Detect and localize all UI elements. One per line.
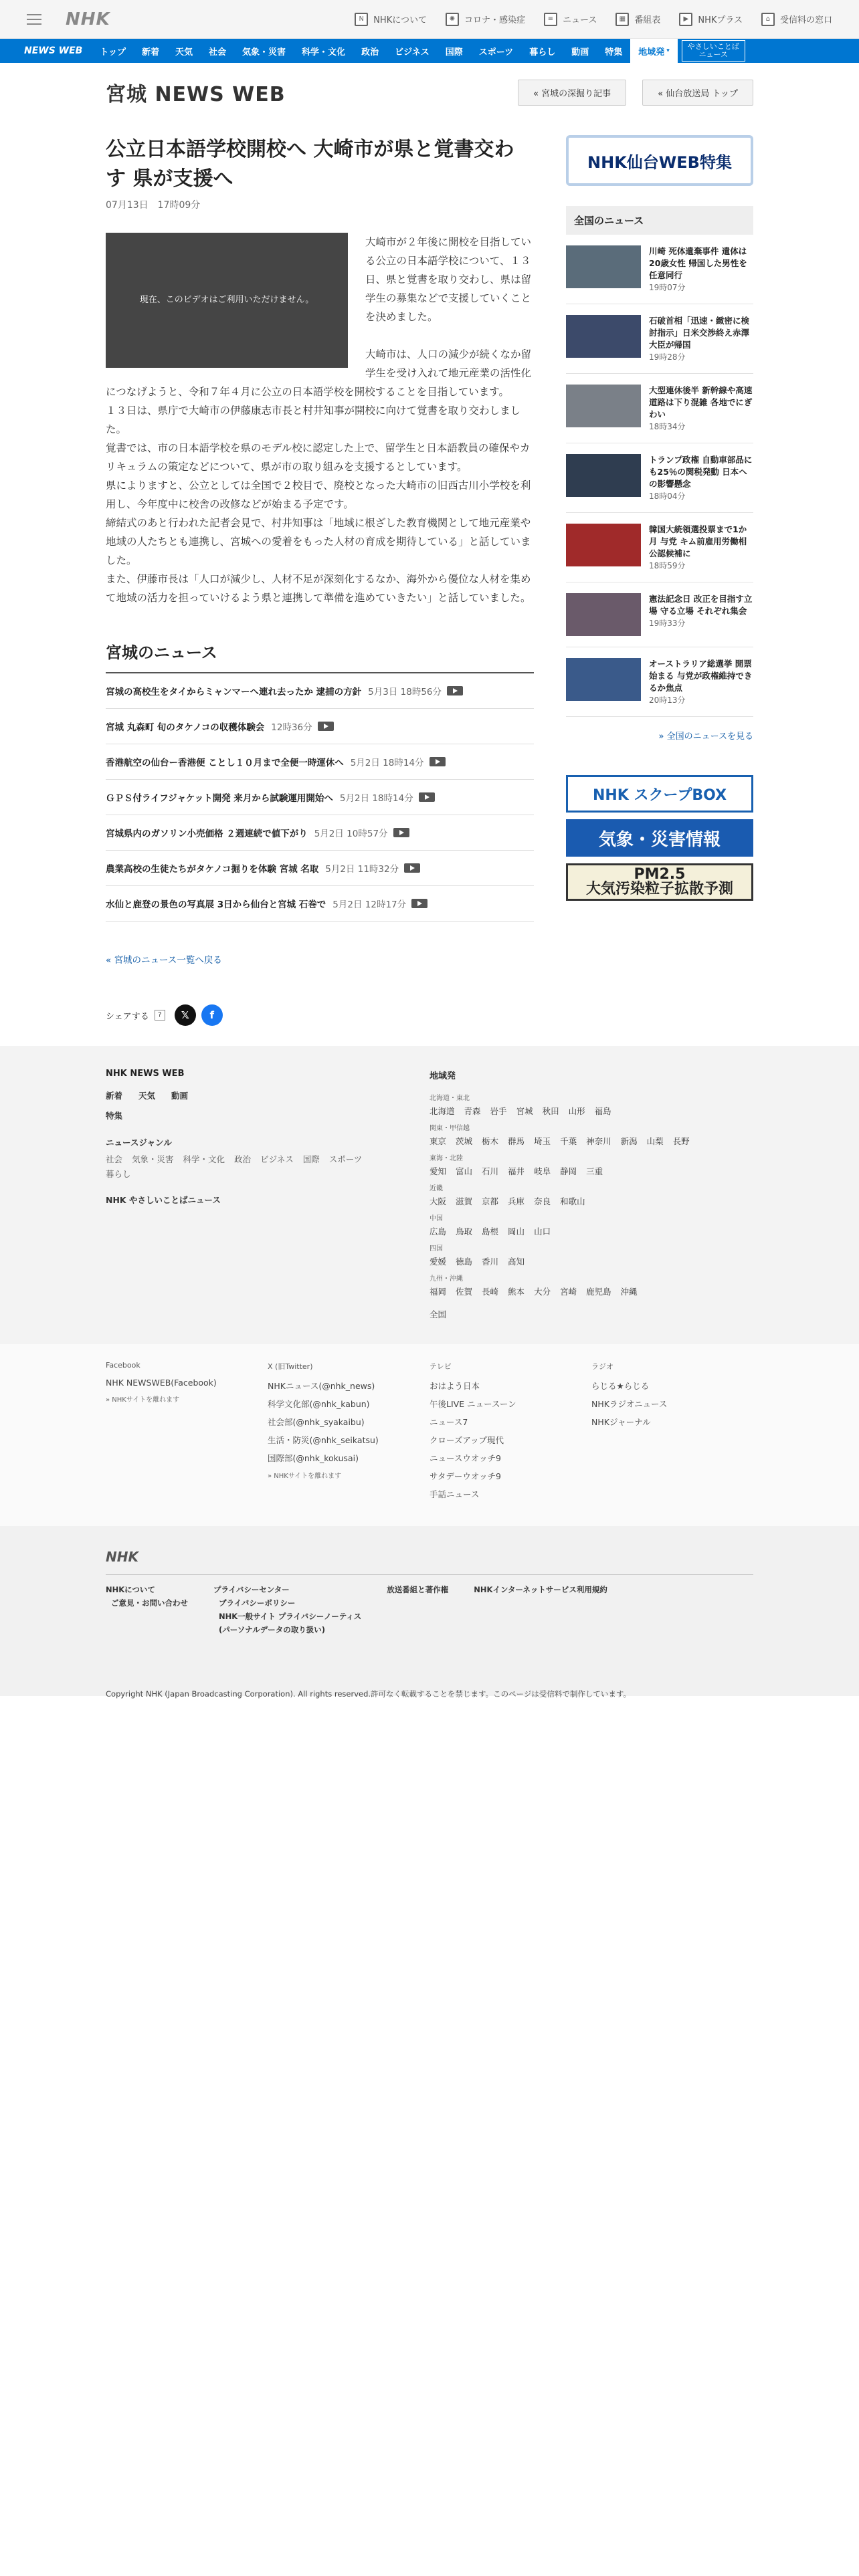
news-thumbnail xyxy=(566,385,641,427)
weather-disaster-banner[interactable]: 気象・災害情報 xyxy=(566,819,753,857)
article-paragraph: 締結式のあと行われた記者会見で、村井知事は「地域に根ざした教育機関として地元産業や地域の人たちとも連携し、宮城への愛着をもった人材の育成を期待している」と話していました。 xyxy=(106,517,531,566)
facebook-link[interactable]: NHK NEWSWEB(Facebook) xyxy=(106,1378,217,1388)
facebook-icon[interactable]: f xyxy=(201,1004,223,1026)
local-news-title: 宮城のニュース xyxy=(106,639,534,673)
region-link[interactable]: 滋賀 xyxy=(456,1196,473,1206)
chevron-down-icon: ▾ xyxy=(666,47,670,54)
video-player[interactable]: 現在、このビデオはご利用いただけません。 xyxy=(106,233,348,368)
back-to-local-news-link[interactable]: « 宮城のニュース一覧へ戻る xyxy=(106,955,222,966)
region-link[interactable]: 山口 xyxy=(534,1226,551,1237)
news-thumbnail xyxy=(566,315,641,358)
region-link[interactable]: 静岡 xyxy=(560,1166,577,1176)
nav-easy-news[interactable]: やさしいことば ニュース xyxy=(682,40,745,62)
region-link[interactable]: 佐賀 xyxy=(456,1287,473,1297)
region-link[interactable]: 新潟 xyxy=(620,1136,638,1146)
region-link[interactable]: 京都 xyxy=(482,1196,499,1206)
header-link-about[interactable]: N NHKについて xyxy=(355,13,427,26)
x-link[interactable]: 生活・防災(@nhk_seikatsu) xyxy=(268,1435,379,1445)
region-link[interactable]: 福井 xyxy=(508,1166,525,1176)
region-link[interactable]: 兵庫 xyxy=(508,1196,525,1206)
footer-link[interactable]: 科学・文化 xyxy=(183,1154,225,1164)
header-link-corona[interactable]: ✺ コロナ・感染症 xyxy=(446,13,525,26)
list-item[interactable]: 宮城県内のガソリン小売価格 ２週連続で値下がり 5月2日 10時57分 xyxy=(106,815,534,851)
footer-link[interactable]: 特集 xyxy=(106,1111,123,1121)
x-link[interactable]: 社会部(@nhk_syakaibu) xyxy=(268,1417,365,1427)
region-link[interactable]: 山梨 xyxy=(646,1136,664,1146)
footer-link[interactable]: 動画 xyxy=(171,1091,189,1101)
article-paragraph: １３日は、県庁で大崎市の伊藤康志市長と村井知事が開校に向けて覚書を取り交わしました。 xyxy=(106,405,521,435)
footer-link[interactable]: 暮らし xyxy=(106,1169,131,1179)
region-link[interactable]: 宮崎 xyxy=(560,1287,577,1297)
nav-international[interactable]: 国際 xyxy=(445,47,463,58)
sidebar xyxy=(566,135,753,1026)
nhk-square-icon: N xyxy=(355,13,368,26)
footer-link[interactable]: 新着 xyxy=(106,1091,123,1101)
region-link[interactable]: 埼玉 xyxy=(534,1136,551,1146)
main-nav xyxy=(0,39,859,63)
region-link[interactable]: 千葉 xyxy=(560,1136,577,1146)
nav-society[interactable]: 社会 xyxy=(209,47,227,58)
footer-link-privacy-notice[interactable]: NHK一般サイト プライバシーノーティス xyxy=(219,1612,362,1621)
footer-link-contact[interactable]: ご意見・お問い合わせ xyxy=(111,1598,188,1608)
local-title[interactable]: 宮城 NEWS WEB xyxy=(106,83,286,106)
share-bar: シェアする ? 𝕏 f xyxy=(106,1004,534,1026)
footer-link-privacy-policy[interactable]: プライバシーポリシー xyxy=(219,1598,296,1608)
nav-life[interactable]: 暮らし xyxy=(529,47,556,58)
x-icon[interactable]: 𝕏 xyxy=(175,1004,196,1026)
region-link[interactable]: 富山 xyxy=(456,1166,473,1176)
list-item[interactable]: 香港航空の仙台ー香港便 ことし１０月まで全便一時運休へ 5月2日 18時14分 xyxy=(106,744,534,780)
chevron-right-icon: » xyxy=(106,1396,112,1404)
header-link-plus[interactable]: ▶ NHKプラス xyxy=(679,13,743,26)
region-link[interactable]: 三重 xyxy=(586,1166,603,1176)
house-icon: ⌂ xyxy=(761,13,775,26)
region-link[interactable]: 島根 xyxy=(482,1226,499,1237)
region-link[interactable]: 岐阜 xyxy=(534,1166,551,1176)
footer-nhk-logo[interactable]: NHK xyxy=(106,1549,753,1575)
video-icon xyxy=(318,722,334,731)
article-body xyxy=(106,233,534,607)
news-icon: ≡ xyxy=(544,13,557,26)
video-icon xyxy=(447,686,463,695)
nav-disaster[interactable]: 気象・災害 xyxy=(242,47,286,58)
tv-program-link[interactable]: ニュースウオッチ9 xyxy=(430,1453,501,1463)
region-link[interactable]: 福岡 xyxy=(430,1287,447,1297)
list-item[interactable]: トランプ政権 自動車部品にも25％の関税発動 日本への影響懸念 18時04分 xyxy=(566,443,753,513)
sendai-feature-banner[interactable]: NHK仙台WEB特集 xyxy=(566,135,753,186)
news-thumbnail xyxy=(566,658,641,701)
article-date: 07月13日 17時09分 xyxy=(106,200,201,211)
footer-link[interactable]: 社会 xyxy=(106,1154,123,1164)
footer-easy-news-link[interactable]: NHK やさしいことばニュース xyxy=(106,1195,221,1205)
nav-feature[interactable]: 特集 xyxy=(605,47,623,58)
nav-business[interactable]: ビジネス xyxy=(395,47,430,58)
national-news-more-link[interactable]: » 全国のニュースを見る xyxy=(658,732,753,742)
region-link[interactable]: 秋田 xyxy=(542,1106,559,1116)
footer-link[interactable]: 気象・災害 xyxy=(132,1154,174,1164)
region-link[interactable]: 北海道 xyxy=(430,1106,455,1116)
x-link[interactable]: NHKニュース(@nhk_news) xyxy=(268,1381,375,1391)
scoop-box-banner[interactable]: NHK スクープBOX xyxy=(566,775,753,813)
news-thumbnail xyxy=(566,454,641,497)
article-paragraph: また、伊藤市長は「人口が減少し、人材不足が深刻化するなか、海外から優位な人材を集めて地域の活力を担っていけるよう県と連携して準備を進めていきたい」と話していました。 xyxy=(106,573,531,604)
region-link[interactable]: 熊本 xyxy=(508,1287,525,1297)
footer-link-terms[interactable]: NHKインターネットサービス利用規約 xyxy=(474,1585,607,1594)
radio-link[interactable]: NHKジャーナル xyxy=(591,1417,651,1427)
nhk-logo[interactable]: NHK xyxy=(66,9,110,29)
chevron-left-icon: « xyxy=(658,88,666,99)
article-headline: 公立日本語学校開校へ 大崎市が県と覚書交わす 県が支援へ xyxy=(106,138,514,191)
radio-link[interactable]: NHKラジオニュース xyxy=(591,1399,668,1409)
region-link[interactable]: 奈良 xyxy=(534,1196,551,1206)
article-paragraph: 大崎市は、人口の減少が続くなか留学生を受け入れて地元産業の活性化につなげようと、令和７年４月に公立の日本語学校を開校することを目指しています。 xyxy=(106,348,532,398)
footer-link[interactable]: スポーツ xyxy=(328,1154,363,1164)
region-link-national[interactable]: 全国 xyxy=(430,1309,447,1319)
main-column xyxy=(106,135,534,1026)
news-thumbnail xyxy=(566,524,641,566)
region-link[interactable]: 岩手 xyxy=(490,1106,507,1116)
region-link[interactable]: 山形 xyxy=(568,1106,585,1116)
footer-regions-title: 地域発 xyxy=(430,1071,456,1081)
tv-program-link[interactable]: クローズアップ現代 xyxy=(430,1435,504,1445)
station-top-button[interactable]: « 仙台放送局 トップ xyxy=(642,80,753,106)
pm25-banner[interactable]: PM2.5 大気汚染粒子拡散予測 xyxy=(566,863,753,901)
list-item[interactable]: 宮城 丸森町 旬のタケノコの収穫体験会 12時36分 xyxy=(106,709,534,744)
national-news-list xyxy=(566,235,753,717)
header-links xyxy=(355,13,832,26)
local-header xyxy=(106,63,753,114)
footer-link-personal-data[interactable]: (パーソナルデータの取り扱い) xyxy=(219,1625,325,1634)
menu-icon[interactable] xyxy=(27,14,41,25)
list-item[interactable]: 憲法記念日 改正を目指す立場 守る立場 それぞれ集会 19時33分 xyxy=(566,582,753,647)
region-link[interactable]: 長崎 xyxy=(482,1287,499,1297)
list-item[interactable]: 川崎 死体遺棄事件 遺体は20歳女性 帰国した男性を任意同行 19時07分 xyxy=(566,235,753,304)
grid-icon: ▦ xyxy=(615,13,629,26)
chevron-left-icon: « xyxy=(106,955,114,966)
header-link-schedule[interactable]: ▦ 番組表 xyxy=(615,13,660,26)
local-news-list xyxy=(106,673,534,922)
region-link[interactable]: 神奈川 xyxy=(586,1136,611,1146)
region-link[interactable]: 沖縄 xyxy=(620,1287,638,1297)
x-link[interactable]: 科学文化部(@nhk_kabun) xyxy=(268,1399,370,1409)
footer-bottom xyxy=(0,1526,859,1699)
footer-newsweb-title[interactable]: NHK NEWS WEB xyxy=(106,1069,185,1079)
footer-sitemap: NHK NEWS WEB 新着 天気 動画 特集 ニュースジャンル 社会 気象・災害 科学・文化 政治 ビジネス 国際 スポーツ 暮らし NHK やさしいことばニュース 地域発 北海道・東北 北海道 青森 岩手 宮城 秋田 山形 福島 関東・甲信越 東京 茨城 栃木 群馬 埼玉 千葉 神奈川 新潟 山梨 長野 東海・北陸 愛知 富山 石川 福井 岐阜 静岡 三重 近畿 大阪 滋賀 京都 兵庫 奈良 和歌山 中国 広島 鳥取 島根 岡山 山口 四国 愛媛 徳島 香川 高知 九州・沖縄 福岡 佐賀 長崎 熊本 大分 宮崎 鹿児島 沖縄 全国 xyxy=(0,1046,859,1343)
video-icon xyxy=(404,863,420,873)
region-link[interactable]: 長野 xyxy=(672,1136,690,1146)
national-news-title: 全国のニュース xyxy=(566,206,753,235)
tv-program-link[interactable]: 午後LIVE ニュースーン xyxy=(430,1399,516,1409)
region-link[interactable]: 愛知 xyxy=(430,1166,447,1176)
newsweb-brand[interactable]: NEWS WEB xyxy=(24,45,83,56)
list-item[interactable]: 宮城の高校生をタイからミャンマーへ連れ去ったか 逮捕の方針 5月3日 18時56分 xyxy=(106,673,534,709)
site-header xyxy=(0,0,859,39)
header-link-news[interactable]: ≡ ニュース xyxy=(544,13,597,26)
footer-link-about[interactable]: NHKについて xyxy=(106,1585,155,1594)
region-link[interactable]: 鹿児島 xyxy=(586,1287,611,1297)
region-link[interactable]: 群馬 xyxy=(508,1136,525,1146)
nav-new[interactable]: 新着 xyxy=(141,47,159,58)
region-link[interactable]: 香川 xyxy=(482,1257,499,1267)
nav-local[interactable]: 地域発 ▾ xyxy=(630,39,678,63)
article-paragraph: 大崎市が２年後に開校を目指している公立の日本語学校について、１３日、県と覚書を取り交わし、県は留学生の募集などで支援していくことを決めました。 xyxy=(365,236,532,323)
region-link[interactable]: 大阪 xyxy=(430,1196,447,1206)
video-icon xyxy=(430,757,446,766)
region-link[interactable]: 宮城 xyxy=(516,1106,533,1116)
nav-top[interactable]: トップ xyxy=(100,47,126,58)
region-link[interactable]: 和歌山 xyxy=(560,1196,585,1206)
tv-program-link[interactable]: 手話ニュース xyxy=(430,1489,480,1499)
footer-link[interactable]: 天気 xyxy=(138,1091,156,1101)
chevron-left-icon: « xyxy=(533,88,542,99)
nav-politics[interactable]: 政治 xyxy=(361,47,379,58)
region-link[interactable]: 東京 xyxy=(430,1136,447,1146)
region-link[interactable]: 鳥取 xyxy=(456,1226,473,1237)
chevron-right-icon: » xyxy=(658,732,667,742)
x-link[interactable]: 国際部(@nhk_kokusai) xyxy=(268,1453,359,1463)
news-thumbnail xyxy=(566,593,641,636)
list-item[interactable]: 水仙と鹿登の景色の写真展 3日から仙台と宮城 石巻で 5月2日 12時17分 xyxy=(106,886,534,922)
region-link[interactable]: 福島 xyxy=(594,1106,611,1116)
nav-weather[interactable]: 天気 xyxy=(175,47,193,58)
region-link[interactable]: 高知 xyxy=(508,1257,525,1267)
footer-social: Facebook NHK NEWSWEB(Facebook) » NHKサイトを離れます X (旧Twitter) NHKニュース(@nhk_news) 科学文化部(@nhk_kabun) 社会部(@nhk_syakaibu) 生活・防災(@nhk_seikatsu) 国際部(@nhk_kokusai) » NHKサイトを離れます テレビ おはよう日本 午後LIVE ニュースーン ニュース7 クローズアップ現代 ニュースウオッチ9 サタデーウオッチ9 手話ニュース ラジオ らじる★らじる NHKラジオニュース NHKジャーナル xyxy=(0,1343,859,1526)
nav-sports[interactable]: スポーツ xyxy=(478,47,514,58)
list-item[interactable]: オーストラリア総選挙 開票始まる 与党が政権維持できるか焦点 20時13分 xyxy=(566,647,753,717)
region-link[interactable]: 茨城 xyxy=(456,1136,473,1146)
feature-articles-button[interactable]: « 宮城の深掘り記事 xyxy=(518,80,626,106)
region-link[interactable]: 愛媛 xyxy=(430,1257,447,1267)
footer-link-privacy-center[interactable]: プライバシーセンター xyxy=(213,1585,290,1594)
region-link[interactable]: 青森 xyxy=(464,1106,481,1116)
footer-genre-title: ニュースジャンル xyxy=(106,1138,172,1148)
play-icon: ▶ xyxy=(679,13,692,26)
list-item[interactable]: 韓国大統領選投票まで1か月 与党 キム前雇用労働相 公認候補に 18時59分 xyxy=(566,513,753,582)
nav-science[interactable]: 科学・文化 xyxy=(302,47,346,58)
region-link[interactable]: 徳島 xyxy=(456,1257,473,1267)
chevron-right-icon: » xyxy=(268,1473,274,1480)
news-thumbnail xyxy=(566,245,641,288)
virus-icon: ✺ xyxy=(446,13,459,26)
region-link[interactable]: 岡山 xyxy=(508,1226,525,1237)
region-link[interactable]: 広島 xyxy=(430,1226,447,1237)
footer-link-copyright[interactable]: 放送番組と著作権 xyxy=(387,1585,449,1594)
header-link-fee[interactable]: ⌂ 受信料の窓口 xyxy=(761,13,832,26)
video-icon xyxy=(419,792,435,802)
nav-video[interactable]: 動画 xyxy=(571,47,589,58)
tv-program-link[interactable]: サタデーウオッチ9 xyxy=(430,1471,501,1481)
list-item[interactable]: ＧＰＳ付ライフジャケット開発 来月から試験運用開始へ 5月2日 18時14分 xyxy=(106,780,534,815)
article-paragraph: 県によりますと、公立としては全国で２校目で、廃校となった大崎市の旧西古川小学校を利用し、今年度中に校舎の改修などが始まる予定です。 xyxy=(106,479,531,510)
tv-program-link[interactable]: ニュース7 xyxy=(430,1417,468,1427)
footer-link[interactable]: 政治 xyxy=(234,1154,252,1164)
list-item[interactable]: 農業高校の生徒たちがタケノコ掘りを体験 宮城 名取 5月2日 11時32分 xyxy=(106,851,534,886)
footer-link[interactable]: ビジネス xyxy=(260,1154,294,1164)
list-item[interactable]: 大型連休後半 新幹線や高速道路は下り混雑 各地でにぎわい 18時34分 xyxy=(566,374,753,443)
help-icon[interactable]: ? xyxy=(155,1010,165,1021)
video-icon xyxy=(393,828,409,837)
article-paragraph: 覚書では、市の日本語学校を県のモデル校に認定した上で、留学生と日本語教員の確保やカリキュラムの策定などについて、県が市の取り組みを支援するとしています。 xyxy=(106,442,531,473)
tv-program-link[interactable]: おはよう日本 xyxy=(430,1381,480,1391)
region-link[interactable]: 栃木 xyxy=(482,1136,499,1146)
list-item[interactable]: 石破首相「迅速・緻密に検討指示」日米交渉終え赤澤大臣が帰国 19時28分 xyxy=(566,304,753,374)
region-link[interactable]: 石川 xyxy=(482,1166,499,1176)
copyright: Copyright NHK (Japan Broadcasting Corporation). All rights reserved.許可なく転載することを禁じます。このページは受信料で制作しています。 xyxy=(106,1689,631,1699)
footer-link[interactable]: 国際 xyxy=(302,1154,320,1164)
region-link[interactable]: 大分 xyxy=(534,1287,551,1297)
radio-link[interactable]: らじる★らじる xyxy=(591,1381,650,1391)
video-icon xyxy=(411,899,427,908)
